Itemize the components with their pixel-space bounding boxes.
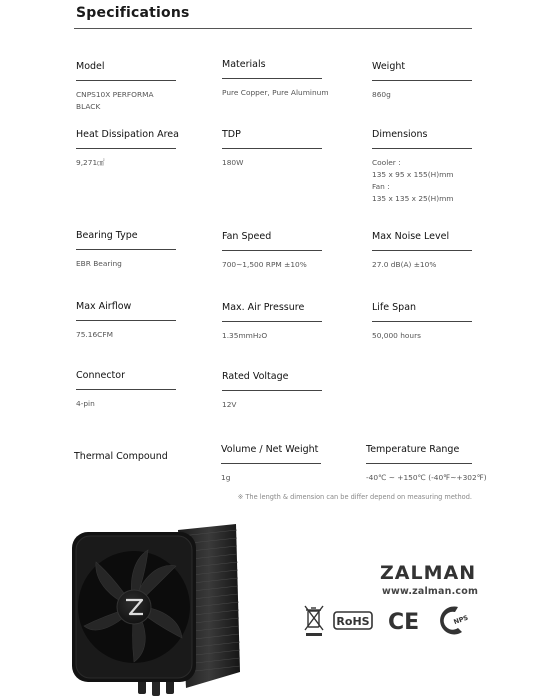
spec-value: 1.35mmH₂O xyxy=(222,331,268,340)
spec-bearing-type xyxy=(76,229,176,270)
brand-website: www.zalman.com xyxy=(382,586,479,597)
brand-logo: ZALMAN xyxy=(380,562,477,584)
spec-divider xyxy=(366,463,472,464)
page-title: Specifications xyxy=(76,5,190,21)
ce-text: CE xyxy=(388,610,420,635)
spec-value: 1g xyxy=(221,473,231,482)
spec-rated-voltage xyxy=(222,370,322,411)
spec-value: 700~1,500 RPM ±10% xyxy=(222,260,307,269)
spec-divider xyxy=(76,148,176,149)
nps-text: NPS xyxy=(452,613,470,627)
spec-max-air-pressure xyxy=(222,301,322,342)
rohs-mark-icon xyxy=(334,612,372,629)
spec-label: Dimensions xyxy=(372,129,428,140)
spec-divider xyxy=(372,80,472,81)
spec-temperature-range xyxy=(366,443,487,484)
weee-bin-icon xyxy=(305,606,323,636)
spec-label: Life Span xyxy=(372,302,417,313)
spec-value: 27.0 dB(A) ±10% xyxy=(372,260,437,269)
spec-divider xyxy=(222,148,322,149)
spec-label: Max Airflow xyxy=(76,301,132,312)
spec-divider xyxy=(372,321,472,322)
spec-value: 860g xyxy=(372,90,391,99)
spec-connector xyxy=(76,369,176,410)
spec-divider xyxy=(222,321,322,322)
measurement-note: ※ The length & dimension can be differ depend on measuring method. xyxy=(237,493,472,501)
spec-value: 50,000 hours xyxy=(372,331,421,340)
spec-divider xyxy=(372,148,472,149)
nps-mark-icon xyxy=(440,606,469,634)
spec-dimensions xyxy=(372,128,472,205)
spec-tdp xyxy=(222,128,322,169)
spec-weight xyxy=(372,60,472,101)
spec-value: -40℃ ~ +150℃ (-40℉~+302℉) xyxy=(366,473,487,482)
rohs-text: RoHS xyxy=(336,615,370,628)
spec-divider xyxy=(76,389,176,390)
spec-label: Model xyxy=(76,61,105,72)
spec-label: Bearing Type xyxy=(76,230,138,241)
title-divider xyxy=(74,28,472,29)
spec-max-airflow xyxy=(76,300,176,341)
spec-label: Temperature Range xyxy=(366,444,460,455)
spec-label: Connector xyxy=(76,370,125,381)
spec-life-span xyxy=(372,301,472,342)
spec-label: Fan Speed xyxy=(222,231,272,242)
spec-label: Max. Air Pressure xyxy=(222,302,305,313)
spec-model xyxy=(76,60,176,113)
spec-value: 180W xyxy=(222,158,244,167)
spec-value: 9,271㎠ xyxy=(76,158,105,167)
spec-value: 12V xyxy=(222,400,237,409)
spec-label: TDP xyxy=(222,129,241,140)
spec-divider xyxy=(222,390,322,391)
spec-materials xyxy=(222,58,329,99)
spec-value: 4-pin xyxy=(76,399,95,408)
spec-heat-dissipation-area xyxy=(76,128,179,169)
thermal-compound-title: Thermal Compound xyxy=(74,451,168,462)
spec-divider xyxy=(222,250,322,251)
spec-label: Rated Voltage xyxy=(222,371,289,382)
spec-divider xyxy=(221,463,321,464)
spec-divider xyxy=(76,249,176,250)
spec-value: Cooler : 135 x 95 x 155(H)mm Fan : 135 x 135 x 25(H)mm xyxy=(372,158,454,203)
spec-value: CNPS10X PERFORMA BLACK xyxy=(76,90,154,111)
spec-value: EBR Bearing xyxy=(76,259,122,268)
spec-divider xyxy=(372,250,472,251)
ce-mark-icon xyxy=(388,610,419,635)
spec-label: Volume / Net Weight xyxy=(221,444,319,455)
spec-label: Materials xyxy=(222,59,266,70)
spec-label: Heat Dissipation Area xyxy=(76,129,179,140)
spec-fan-speed xyxy=(222,230,322,271)
spec-label: Max Noise Level xyxy=(372,231,450,242)
spec-divider xyxy=(76,320,176,321)
spec-volume-net-weight xyxy=(221,443,321,484)
spec-divider xyxy=(222,78,322,79)
certification-marks xyxy=(302,602,482,640)
spec-value: 75.16CFM xyxy=(76,330,113,339)
spec-label: Weight xyxy=(372,61,406,72)
spec-max-noise-level xyxy=(372,230,472,271)
spec-divider xyxy=(76,80,176,81)
cpu-cooler-image xyxy=(68,522,250,698)
spec-value: Pure Copper, Pure Aluminum xyxy=(222,88,329,97)
